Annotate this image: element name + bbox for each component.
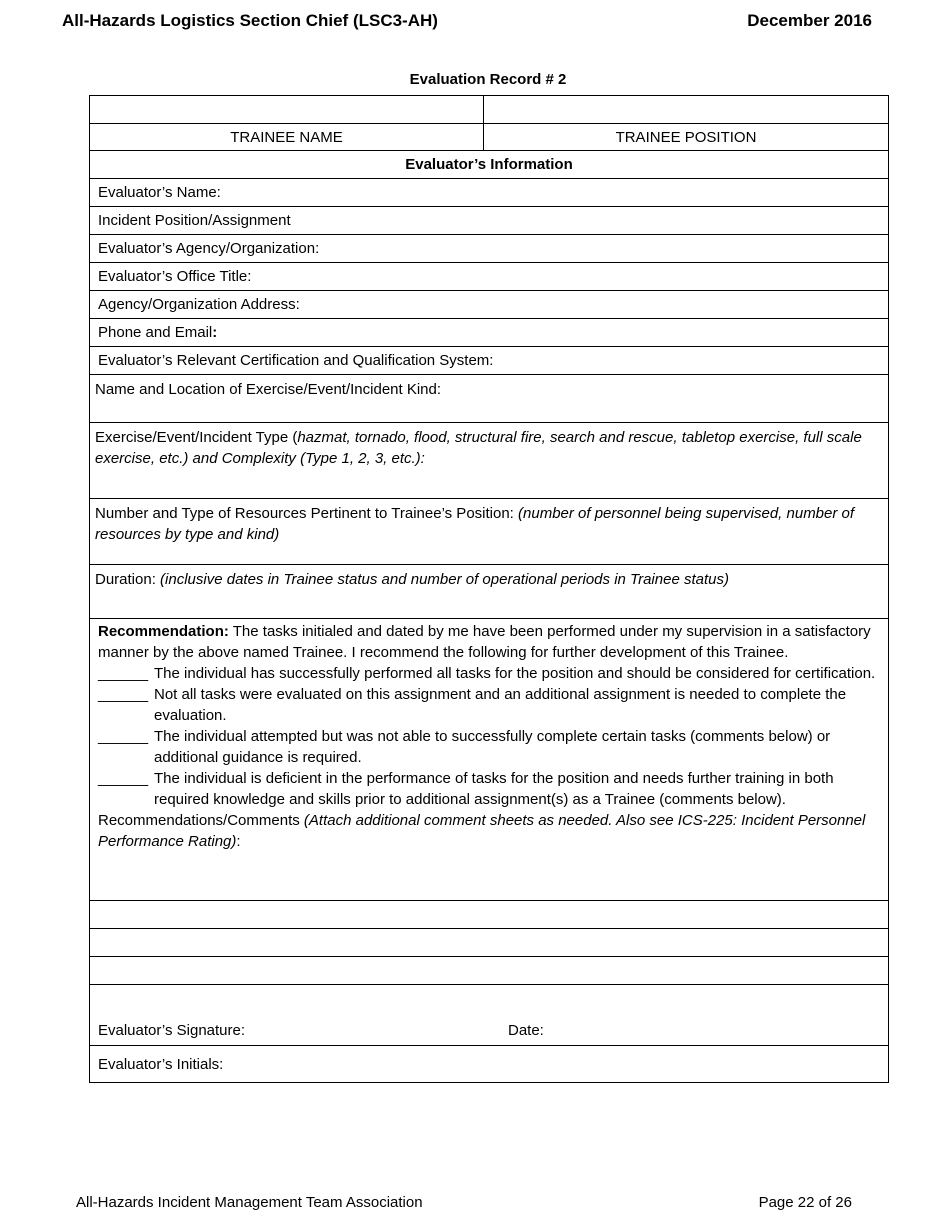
evaluator-name-field[interactable] xyxy=(90,179,889,207)
phone-email-field[interactable] xyxy=(90,319,889,347)
phone-email-colon: : xyxy=(212,324,218,341)
option-text: The individual is deficient in the performance of tasks for the position and needs further training in both required knowledge and skills prior to additional assignment(s) as a Trainee (comments below). xyxy=(154,770,834,808)
exercise-type-field[interactable] xyxy=(90,423,889,499)
recommendation-option-3[interactable] xyxy=(98,726,880,768)
page-number: Page 22 of 26 xyxy=(758,1194,852,1211)
exercise-type-hint: hazmat, tornado, flood, structural fire, search and rescue, tabletop exercise, full scale exercise, etc.) and Complexity (Type 1, 2, 3, etc.): xyxy=(95,429,862,467)
trainee-position-label: TRAINEE POSITION xyxy=(484,124,889,151)
initials-field[interactable] xyxy=(90,1046,889,1083)
evaluation-form xyxy=(89,95,889,1083)
option-text: The individual attempted but was not able to successfully complete certain tasks (comments below) or additional guidance is required. xyxy=(154,728,831,766)
document-title: All-Hazards Logistics Section Chief (LSC3-AH) xyxy=(62,11,438,30)
evaluator-info-heading: Evaluator’s Information xyxy=(90,151,889,179)
recommendation-intro-text: The tasks initialed and dated by me have been performed under my supervision in a satisfactory manner by the above named Trainee. I recommend the following for further development of this Trainee. xyxy=(98,623,871,661)
office-title-label: Evaluator’s Office Title: xyxy=(98,268,252,285)
recommendation-label: Recommendation: xyxy=(98,623,229,640)
recommendation-option-2[interactable] xyxy=(98,684,880,726)
agency-label: Evaluator’s Agency/Organization: xyxy=(98,240,320,257)
duration-field[interactable] xyxy=(90,565,889,619)
office-title-field[interactable] xyxy=(90,263,889,291)
option-blank[interactable]: ______ xyxy=(98,686,149,703)
exercise-name-location-label: Name and Location of Exercise/Event/Incident Kind: xyxy=(95,381,442,398)
evaluation-record-title: Evaluation Record # 2 xyxy=(409,71,567,88)
resources-hint: (number of personnel being supervised, number of resources by type and kind) xyxy=(95,505,855,543)
option-text: The individual has successfully performed all tasks for the position and should be considered for certification. xyxy=(154,665,876,682)
certification-field[interactable] xyxy=(90,347,889,375)
signature-label: Evaluator’s Signature: xyxy=(98,1022,246,1039)
phone-email-label: Phone and Email xyxy=(98,324,213,341)
evaluator-name-label: Evaluator’s Name: xyxy=(98,184,221,201)
agency-address-label: Agency/Organization Address: xyxy=(98,296,300,313)
duration-label: Duration: xyxy=(95,571,161,588)
trainee-position-field[interactable] xyxy=(484,96,889,124)
certification-label: Evaluator’s Relevant Certification and Qualification System: xyxy=(98,352,494,369)
comments-hint: (Attach additional comment sheets as needed. Also see ICS-225: Incident Personnel Performance Rating) xyxy=(98,812,866,850)
resources-label: Number and Type of Resources Pertinent to Trainee’s Position: xyxy=(95,505,519,522)
option-blank[interactable]: ______ xyxy=(98,728,149,745)
recommendation-section xyxy=(90,619,889,901)
comment-line[interactable] xyxy=(90,901,889,929)
agency-field[interactable] xyxy=(90,235,889,263)
exercise-type-label: Exercise/Event/Incident Type ( xyxy=(95,429,298,446)
incident-position-label: Incident Position/Assignment xyxy=(98,212,291,229)
resources-field[interactable] xyxy=(90,499,889,565)
trainee-name-label: TRAINEE NAME xyxy=(90,124,484,151)
signature-field[interactable] xyxy=(90,985,889,1046)
option-blank[interactable]: ______ xyxy=(98,665,149,682)
comment-line[interactable] xyxy=(90,929,889,957)
footer-organization: All-Hazards Incident Management Team Association xyxy=(76,1194,423,1211)
duration-hint: (inclusive dates in Trainee status and number of operational periods in Trainee status) xyxy=(160,571,729,588)
exercise-name-location-field[interactable] xyxy=(90,375,889,423)
agency-address-field[interactable] xyxy=(90,291,889,319)
recommendation-option-4[interactable] xyxy=(98,768,880,810)
date-label: Date: xyxy=(508,1022,544,1039)
comments-colon: : xyxy=(236,833,241,850)
recommendation-intro xyxy=(98,621,880,663)
incident-position-field[interactable] xyxy=(90,207,889,235)
comment-line[interactable] xyxy=(90,957,889,985)
trainee-name-field[interactable] xyxy=(90,96,484,124)
comments-label: Recommendations/Comments xyxy=(98,812,304,829)
initials-label: Evaluator’s Initials: xyxy=(98,1055,224,1073)
recommendation-option-1[interactable] xyxy=(98,663,880,684)
document-date: December 2016 xyxy=(747,11,872,30)
comments-prompt xyxy=(98,810,880,852)
option-text: Not all tasks were evaluated on this assignment and an additional assignment is needed to complete the evaluation. xyxy=(154,686,847,724)
option-blank[interactable]: ______ xyxy=(98,770,149,787)
